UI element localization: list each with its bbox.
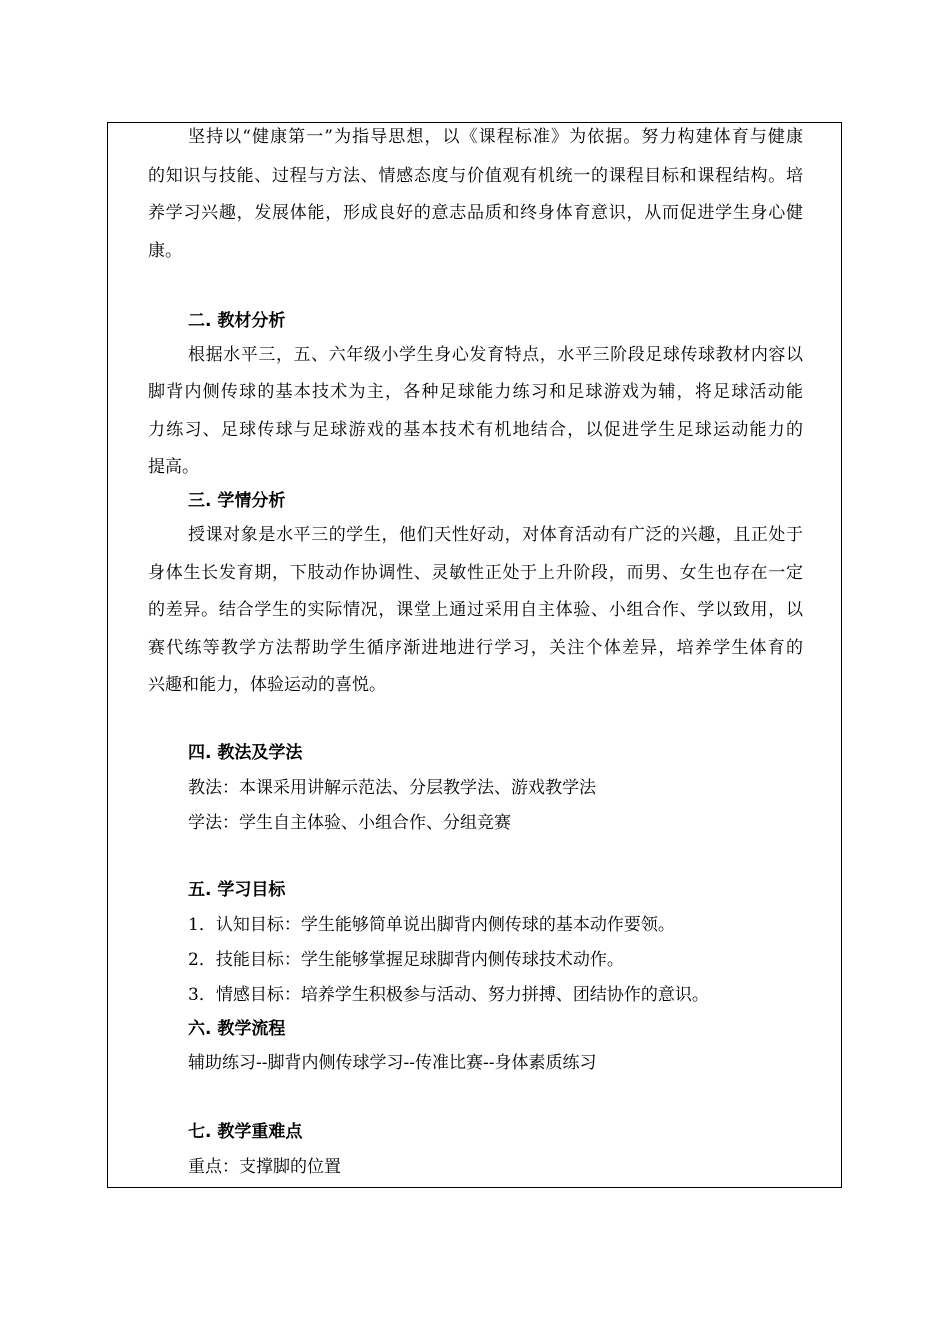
- key-point-item: 重点：支撑脚的位置: [188, 1157, 341, 1177]
- section3-line-1: 授课对象是水平三的学生，他们天性好动，对体育活动有广泛的兴趣，且正处于: [188, 525, 803, 545]
- section2-line-4: 提高。: [148, 457, 199, 477]
- goal-item-skill: 2．技能目标：学生能够掌握足球脚背内侧传球技术动作。: [188, 950, 624, 970]
- section3-line-4: 赛代练等教学方法帮助学生循序渐进地进行学习，关注个体差异，培养学生体育的: [148, 638, 803, 658]
- intro-line-4: 康。: [148, 241, 182, 261]
- content-frame: [107, 122, 842, 1188]
- section3-line-5: 兴趣和能力，体验运动的喜悦。: [148, 675, 386, 695]
- section-heading-materials: 二. 教材分析: [188, 311, 286, 331]
- section4-teaching-method: 教法：本课采用讲解示范法、分层教学法、游戏教学法: [188, 778, 596, 798]
- section2-line-3: 力练习、足球传球与足球游戏的基本技术有机地结合，以促进学生足球运动能力的: [148, 420, 803, 440]
- goal-item-emotion: 3．情感目标：培养学生积极参与活动、努力拼搏、团结协作的意识。: [188, 985, 709, 1005]
- section2-line-1: 根据水平三，五、六年级小学生身心发育特点，水平三阶段足球传球教材内容以: [188, 345, 803, 365]
- intro-line-3: 养学习兴趣，发展体能，形成良好的意志品质和终身体育意识，从而促进学生身心健: [148, 203, 803, 223]
- intro-line-1: 坚持以“健康第一”为指导思想，以《课程标准》为依据。努力构建体育与健康: [188, 127, 803, 147]
- section-heading-methods: 四. 教法及学法: [188, 743, 303, 763]
- section-heading-goals: 五. 学习目标: [188, 880, 286, 900]
- process-steps: 辅助练习--脚背内侧传球学习--传准比赛--身体素质练习: [188, 1053, 597, 1073]
- intro-line-2: 的知识与技能、过程与方法、情感态度与价值观有机统一的课程目标和课程结构。培: [148, 166, 803, 186]
- section-heading-students: 三. 学情分析: [188, 491, 286, 511]
- section4-learning-method: 学法：学生自主体验、小组合作、分组竞赛: [188, 813, 511, 833]
- section3-line-3: 的差异。结合学生的实际情况，课堂上通过采用自主体验、小组合作、学以致用，以: [148, 600, 803, 620]
- section2-line-2: 脚背内侧传球的基本技术为主，各种足球能力练习和足球游戏为辅，将足球活动能: [148, 382, 803, 402]
- section-heading-process: 六. 教学流程: [188, 1019, 286, 1039]
- section3-line-2: 身体生长发育期，下肢动作协调性、灵敏性正处于上升阶段，而男、女生也存在一定: [148, 563, 803, 583]
- section-heading-key-points: 七. 教学重难点: [188, 1122, 303, 1142]
- goal-item-cognitive: 1．认知目标：学生能够简单说出脚背内侧传球的基本动作要领。: [188, 915, 675, 935]
